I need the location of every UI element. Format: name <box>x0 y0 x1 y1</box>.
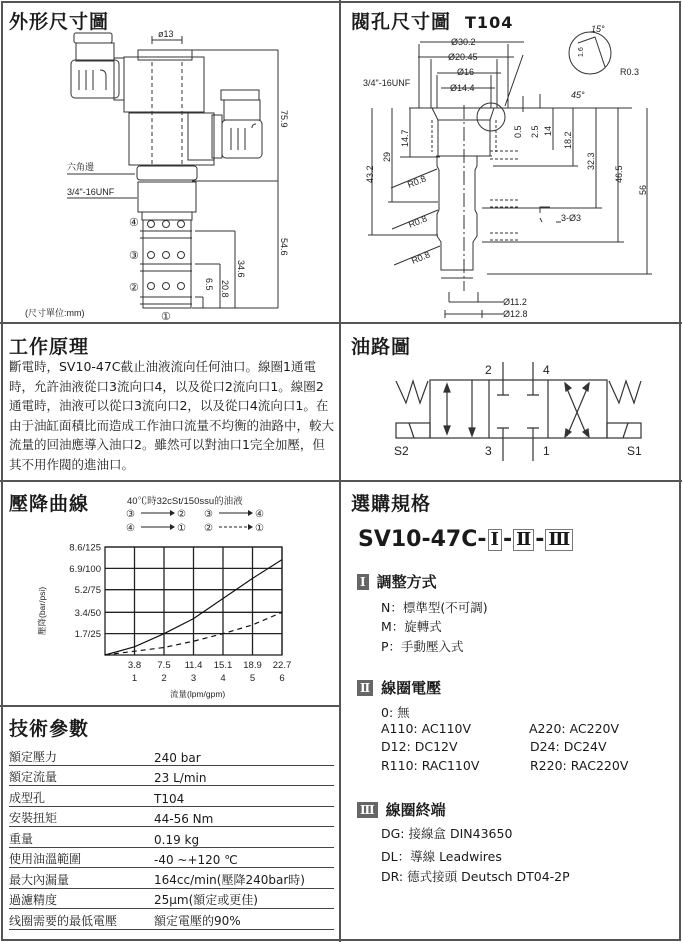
model-name: SV10-47C <box>358 527 478 552</box>
chart-grid <box>105 547 282 655</box>
cavity-drawing <box>368 32 652 318</box>
option: A220: AC220V <box>529 721 620 736</box>
x-tick-label-gpm: 4 <box>220 673 226 684</box>
legend-to: ① <box>177 523 186 534</box>
x-tick-label-gpm: 1 <box>131 673 138 684</box>
cavity-code: T104 <box>465 13 514 32</box>
solenoid-label-s2: S2 <box>394 444 409 458</box>
x-tick-label-gpm: 3 <box>190 673 197 684</box>
dim-label: 2.5 <box>530 125 540 138</box>
port-label-1: 1 <box>543 444 550 458</box>
dim-label: Ø12.8 <box>503 309 528 319</box>
x-axis-label: 流量(lpm/gpm) <box>170 689 226 699</box>
legend-to: ① <box>255 523 264 534</box>
valve-outline-labels <box>25 29 289 323</box>
dim-label: ø13 <box>158 29 174 39</box>
spec-value: 23 L/min <box>154 765 334 786</box>
spec-value: 240 bar <box>154 745 334 765</box>
legend-from: ③ <box>204 509 213 520</box>
dim-label: 1.6 <box>578 47 585 57</box>
separator: - <box>477 527 487 552</box>
spec-key: 使用油溫範圍 <box>9 847 154 868</box>
separator: - <box>535 527 545 552</box>
dim-label: 14.7 <box>400 129 410 147</box>
x-tick-label-gpm: 5 <box>249 673 256 684</box>
pressure-drop-chart <box>37 495 291 699</box>
circuit-labels <box>394 363 642 458</box>
unit-note: (尺寸單位:mm) <box>25 308 85 318</box>
y-tick-label: 5.2/75 <box>74 585 101 597</box>
roman-badge: Ⅰ <box>357 574 369 590</box>
group-title: 調整方式 <box>376 573 437 591</box>
dim-label: 20.8 <box>220 280 230 298</box>
principle-title: 工作原理 <box>9 336 90 358</box>
cavity-title-text: 閥孔尺寸圖 <box>351 11 452 33</box>
dim-label: 3-Ø3 <box>561 213 582 223</box>
spec-key: 最大內漏量 <box>9 868 154 889</box>
option: 0: 無 <box>381 705 410 720</box>
spec-key: 线圈需要的最低電壓 <box>9 909 154 930</box>
code-box-2: Ⅱ <box>513 529 534 551</box>
roman-badge: Ⅱ <box>357 680 373 696</box>
dim-label: 15° <box>591 24 605 34</box>
option: D12: DC12V <box>381 739 458 754</box>
dim-label: 46.5 <box>614 165 624 183</box>
spec-value: T104 <box>154 786 334 807</box>
port-label: ③ <box>129 250 139 262</box>
legend-arrowhead <box>170 524 175 530</box>
legend-arrowhead <box>248 510 253 516</box>
option: D24: DC24V <box>530 739 607 754</box>
port-label-3: 3 <box>485 444 492 458</box>
spec-value: 44-56 Nm <box>154 806 334 827</box>
dim-label: 6.5 <box>204 278 214 291</box>
circuit-title: 油路圖 <box>351 336 412 358</box>
option: DG: 接線盒 DIN43650 <box>381 826 513 841</box>
spec-key: 額定流量 <box>9 765 154 786</box>
y-tick-label: 1.7/25 <box>74 629 101 641</box>
x-tick-label-lpm: 11.4 <box>184 660 203 671</box>
x-tick-label-lpm: 22.7 <box>272 660 292 671</box>
legend-from: ③ <box>126 509 135 520</box>
principle-text: 斷電時，SV10-47C截止油液流向任何油口。線圈1通電時，允許油液從口3流向口4，以及從口2流向口1。線圈2通電時，油液可以從口3流向口2，以及從口4流向口1。在由于油缸面積比而造成工作油口流量不均衡的油路中，較大流量的回油應導入油口2。雖然可以對油口1完全加壓，但其不用作閥的進油口。 <box>9 359 335 472</box>
dim-label: 43.2 <box>365 165 375 183</box>
dim-label: 0.5 <box>513 125 523 138</box>
option: DR: 德式接頭 Deutsch DT04-2P <box>381 869 570 884</box>
dim-label: 14 <box>543 125 553 136</box>
x-tick-label-lpm: 18.9 <box>243 660 262 671</box>
roman-badge: Ⅲ <box>357 802 378 818</box>
spec-value: 額定電壓的90% <box>154 909 334 930</box>
legend-from: ④ <box>126 523 135 534</box>
dim-label: 3/4"-16UNF <box>67 187 115 197</box>
dim-label: 32.3 <box>586 152 596 170</box>
option: A110: AC110V <box>381 721 472 736</box>
specs-title: 技術參數 <box>9 718 90 740</box>
dim-label: 18.2 <box>563 131 573 149</box>
spec-key: 額定壓力 <box>9 745 154 765</box>
dim-label: 六角邊 <box>67 162 95 172</box>
chart-condition: 40℃時32cSt/150ssu的油液 <box>127 496 243 507</box>
y-axis-label: 壓降(bar/psi) <box>37 586 47 635</box>
chart-legend <box>126 509 264 534</box>
dim-label: 75.9 <box>279 110 289 128</box>
legend-to: ④ <box>255 509 264 520</box>
option: R220: RAC220V <box>530 758 629 773</box>
pressure-drop-title: 壓降曲線 <box>9 493 90 515</box>
dim-label: 29 <box>382 151 392 162</box>
dim-label: Ø20.45 <box>448 52 478 62</box>
x-tick-label-gpm: 2 <box>161 673 167 684</box>
option: M：旋轉式 <box>381 619 442 634</box>
separator: - <box>502 527 513 552</box>
spec-key: 成型孔 <box>9 786 154 807</box>
code-box-3: Ⅲ <box>545 529 573 551</box>
spec-key: 安裝扭矩 <box>9 806 154 827</box>
y-tick-label: 6.9/100 <box>69 563 101 575</box>
x-tick-label-lpm: 3.8 <box>127 660 142 671</box>
dim-label: R0.8 <box>406 173 428 190</box>
y-tick-label: 3.4/50 <box>74 607 101 619</box>
spec-value: -40 ~+120 ℃ <box>154 847 334 868</box>
legend-arrowhead <box>170 510 175 516</box>
dim-label: 54.6 <box>279 238 289 256</box>
dimension-title: 外形尺寸圖 <box>9 11 110 33</box>
port-label-4: 4 <box>543 363 550 377</box>
solenoid-label-s1: S1 <box>627 444 642 458</box>
option: N：標準型(不可調) <box>381 600 488 615</box>
dim-label: Ø16 <box>457 67 475 77</box>
chart-ticks <box>69 543 291 685</box>
dim-label: 34.6 <box>236 260 246 278</box>
port-label: ② <box>129 282 139 294</box>
spec-key: 重量 <box>9 827 154 848</box>
dim-label: R0.8 <box>410 249 432 266</box>
spec-value: 0.19 kg <box>154 827 334 848</box>
dim-label: Ø30.2 <box>451 37 476 47</box>
legend-to: ② <box>177 509 186 520</box>
spring-left <box>396 381 428 403</box>
group-title: 線圈終端 <box>385 801 446 819</box>
legend-from: ② <box>204 523 213 534</box>
dim-label: R0.8 <box>407 213 429 230</box>
dim-label: 45° <box>571 90 585 100</box>
cavity-labels <box>363 24 648 319</box>
option: P：手動壓入式 <box>381 639 464 654</box>
port-label: ① <box>161 311 171 323</box>
dim-label: 56 <box>638 184 648 195</box>
x-tick-label-lpm: 15.1 <box>213 660 233 671</box>
group-title: 線圈電壓 <box>381 679 442 697</box>
port-label-2: 2 <box>485 363 492 377</box>
x-tick-label-gpm: 6 <box>279 673 285 684</box>
dim-label: Ø14.4 <box>450 83 475 93</box>
option: R110: RAC110V <box>381 758 480 773</box>
spec-key: 過濾精度 <box>9 888 154 909</box>
ordering-title: 選購規格 <box>351 493 432 515</box>
spec-value: 25μm(額定或更佳) <box>154 888 334 909</box>
spec-value: 164cc/min(壓降240bar時) <box>154 868 334 889</box>
valve-envelope <box>430 380 607 438</box>
legend-arrowhead <box>248 524 253 530</box>
x-tick-label-lpm: 7.5 <box>157 660 171 671</box>
y-tick-label: 8.6/125 <box>69 542 101 554</box>
circuit-symbol <box>396 362 641 461</box>
dim-label: 3/4"-16UNF <box>363 78 411 88</box>
option: DL：導線 Leadwires <box>381 849 502 864</box>
code-box-1: Ⅰ <box>488 529 502 551</box>
spring-right <box>609 381 641 403</box>
dim-label: Ø11.2 <box>503 297 527 307</box>
port-label: ④ <box>129 217 139 229</box>
dim-label: R0.3 <box>620 67 640 77</box>
